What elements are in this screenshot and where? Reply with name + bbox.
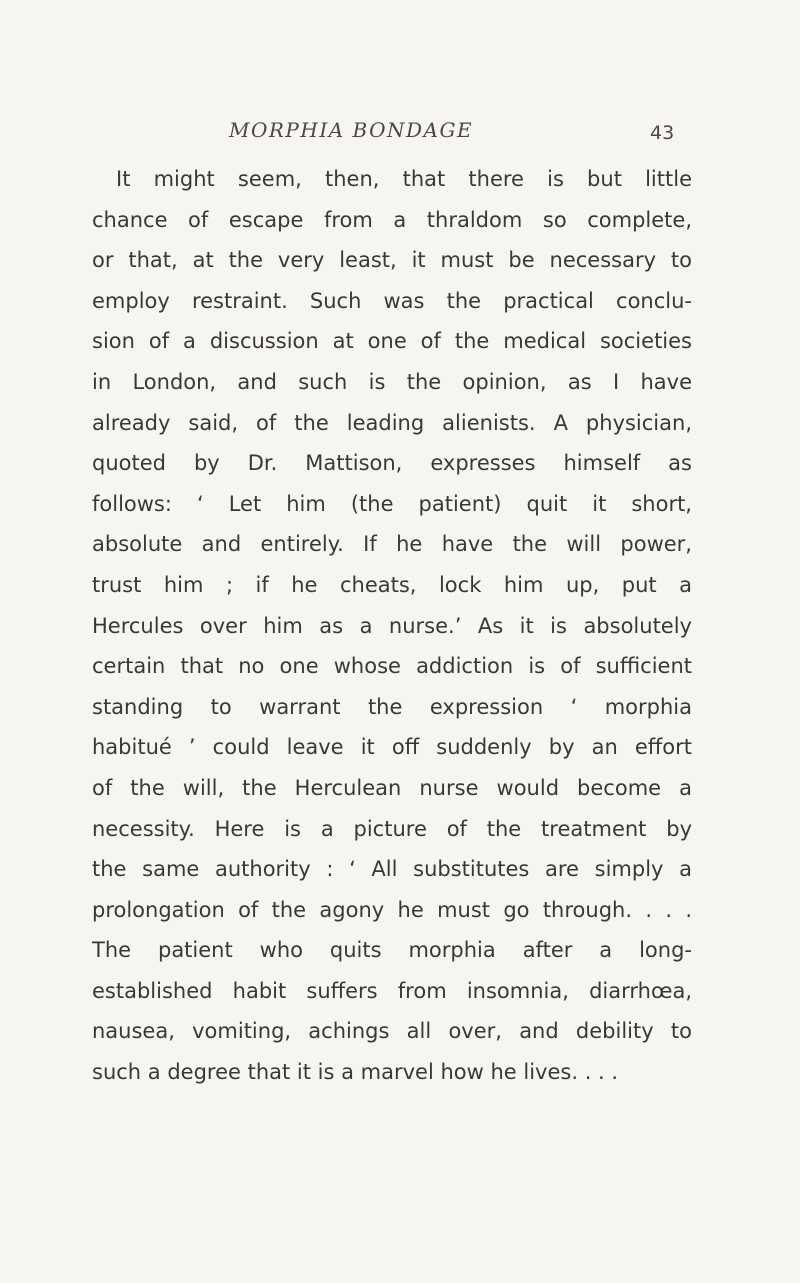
text-line: The patient who quits morphia after a long- bbox=[92, 938, 692, 963]
text-line: Hercules over him as a nurse.’ As it is absolutely bbox=[92, 613, 692, 638]
text-line: certain that no one whose addiction is of sufficient bbox=[92, 654, 692, 679]
text-line: nausea, vomiting, achings all over, and debility to bbox=[92, 1019, 692, 1044]
text-line: or that, at the very least, it must be necessary to bbox=[92, 248, 692, 273]
text-line: sion of a discussion at one of the medical societies bbox=[92, 329, 692, 354]
text-line: in London, and such is the opinion, as I have bbox=[92, 369, 692, 394]
text-line: already said, of the leading alienists. A physician, bbox=[92, 410, 692, 435]
text-line: prolongation of the agony he must go through. . . . bbox=[92, 897, 692, 922]
running-title: MORPHIA BONDAGE bbox=[229, 118, 474, 142]
text-line: employ restraint. Such was the practical conclu- bbox=[92, 288, 692, 313]
text-line: established habit suffers from insomnia, diarrhœa, bbox=[92, 978, 692, 1003]
text-line: such a degree that it is a marvel how he lives. . . . bbox=[92, 1060, 619, 1085]
text-line: quoted by Dr. Mattison, expresses himself as bbox=[92, 451, 692, 476]
text-line: habitué ’ could leave it off suddenly by an effort bbox=[92, 735, 692, 760]
text-line: follows: ‘ Let him (the patient) quit it short, bbox=[92, 491, 692, 516]
page-number: 43 bbox=[650, 122, 675, 144]
text-line: necessity. Here is a picture of the treatment by bbox=[92, 816, 692, 841]
text-line: trust him ; if he cheats, lock him up, put a bbox=[92, 572, 692, 597]
text-line: chance of escape from a thraldom so complete, bbox=[92, 207, 692, 232]
text-line: the same authority : ‘ All substitutes are simply a bbox=[92, 857, 692, 882]
body-paragraph bbox=[92, 159, 692, 1093]
text-line: It might seem, then, that there is but little bbox=[116, 167, 692, 191]
text-line: of the will, the Herculean nurse would become a bbox=[92, 775, 692, 800]
text-line: standing to warrant the expression ‘ morphia bbox=[92, 694, 692, 719]
text-line: absolute and entirely. If he have the will power, bbox=[92, 532, 692, 557]
